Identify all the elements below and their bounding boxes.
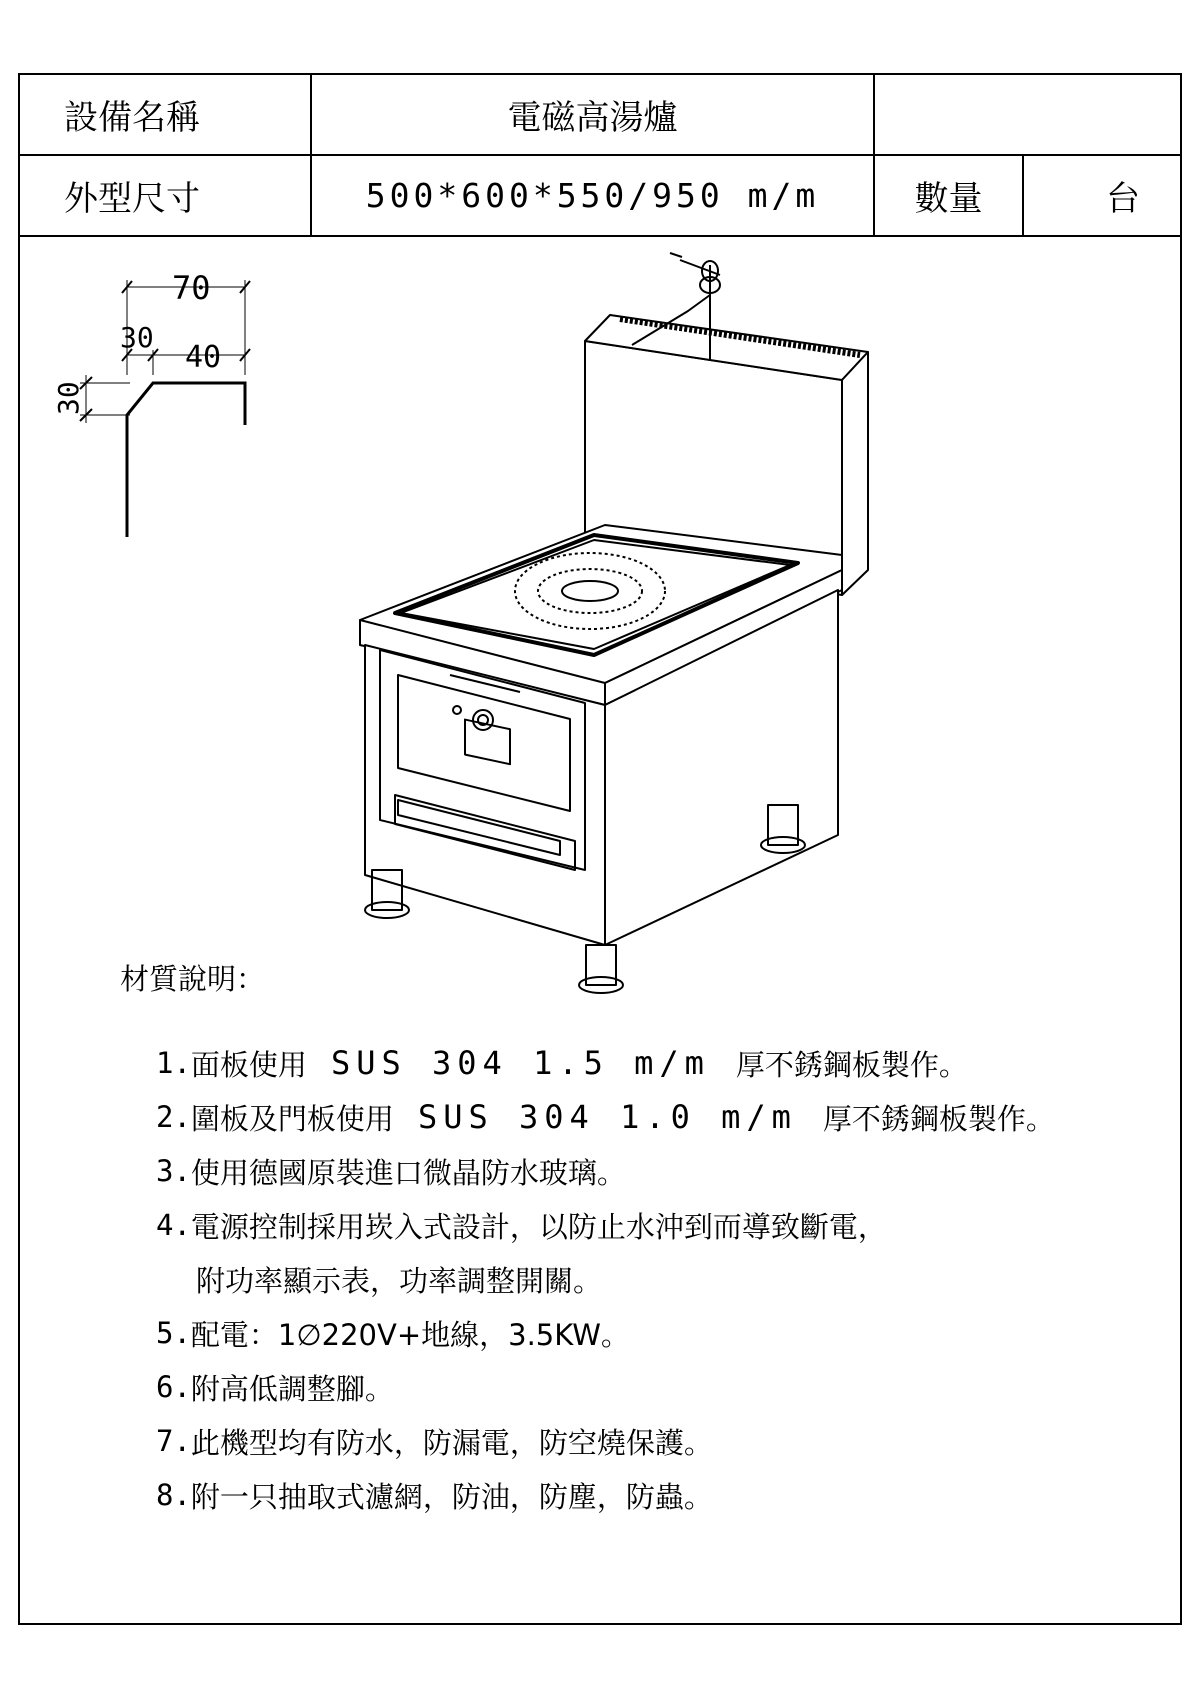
note-item-6 (156, 1360, 1120, 1414)
note-item-7 (156, 1414, 1120, 1468)
note-text: 電源控制採用崁入式設計，以防止水沖到而導致斷電， (190, 1209, 887, 1244)
note-number: 8. (156, 1478, 191, 1512)
profile-diagram (80, 280, 250, 537)
note-item-3 (156, 1144, 1120, 1198)
note-spec: SUS 304 1.5 m/m (330, 1044, 710, 1082)
note-item-2 (156, 1090, 1120, 1144)
note-number: 4. (156, 1208, 191, 1242)
note-text: 厚不銹鋼板製作。 (735, 1047, 968, 1082)
material-notes (120, 957, 1120, 1522)
dim-top: 70 (172, 269, 211, 307)
note-item-5 (156, 1306, 1120, 1360)
dim-side: 30 (120, 321, 154, 354)
note-number: 1. (156, 1046, 191, 1080)
note-text: 使用德國原裝進口微晶防水玻璃。 (190, 1155, 626, 1190)
note-text: 此機型均有防水，防漏電，防空燒保護。 (190, 1425, 713, 1460)
note-text: 配電：1∅220V+地線，3.5KW。 (190, 1317, 630, 1352)
note-spec: SUS 304 1.0 m/m (417, 1098, 797, 1136)
name-value: 電磁高湯爐 (311, 75, 874, 155)
note-item-4-continued (156, 1252, 1120, 1306)
note-text: 圍板及門板使用 (190, 1101, 394, 1136)
note-number: 3. (156, 1154, 191, 1188)
note-number: 5. (156, 1316, 191, 1350)
notes-heading: 材質說明： (120, 962, 266, 996)
qty-unit: 台 (1023, 155, 1180, 236)
note-text: 附一只抽取式濾網，防油，防塵，防蟲。 (190, 1479, 713, 1514)
note-number: 6. (156, 1370, 191, 1404)
note-item-4 (156, 1198, 1120, 1252)
note-text: 附功率顯示表，功率調整開關。 (196, 1263, 603, 1298)
note-item-1 (156, 1036, 1120, 1090)
dim-inner: 40 (185, 340, 222, 375)
stockpot-range-illustration (360, 253, 868, 993)
name-label: 設備名稱 (20, 75, 311, 155)
note-number: 7. (156, 1424, 191, 1458)
spec-sheet (18, 73, 1182, 1625)
note-text: 厚不銹鋼板製作。 (822, 1101, 1055, 1136)
size-value: 500*600*550/950 m/m (311, 155, 874, 236)
note-text: 面板使用 (190, 1047, 307, 1082)
qty-label: 數量 (874, 155, 1023, 236)
note-text: 附高低調整腳。 (190, 1371, 394, 1406)
size-label: 外型尺寸 (20, 155, 311, 236)
dim-vertical: 30 (52, 381, 85, 415)
note-item-8 (156, 1468, 1120, 1522)
technical-drawing (20, 75, 1184, 1075)
note-number: 2. (156, 1100, 191, 1134)
